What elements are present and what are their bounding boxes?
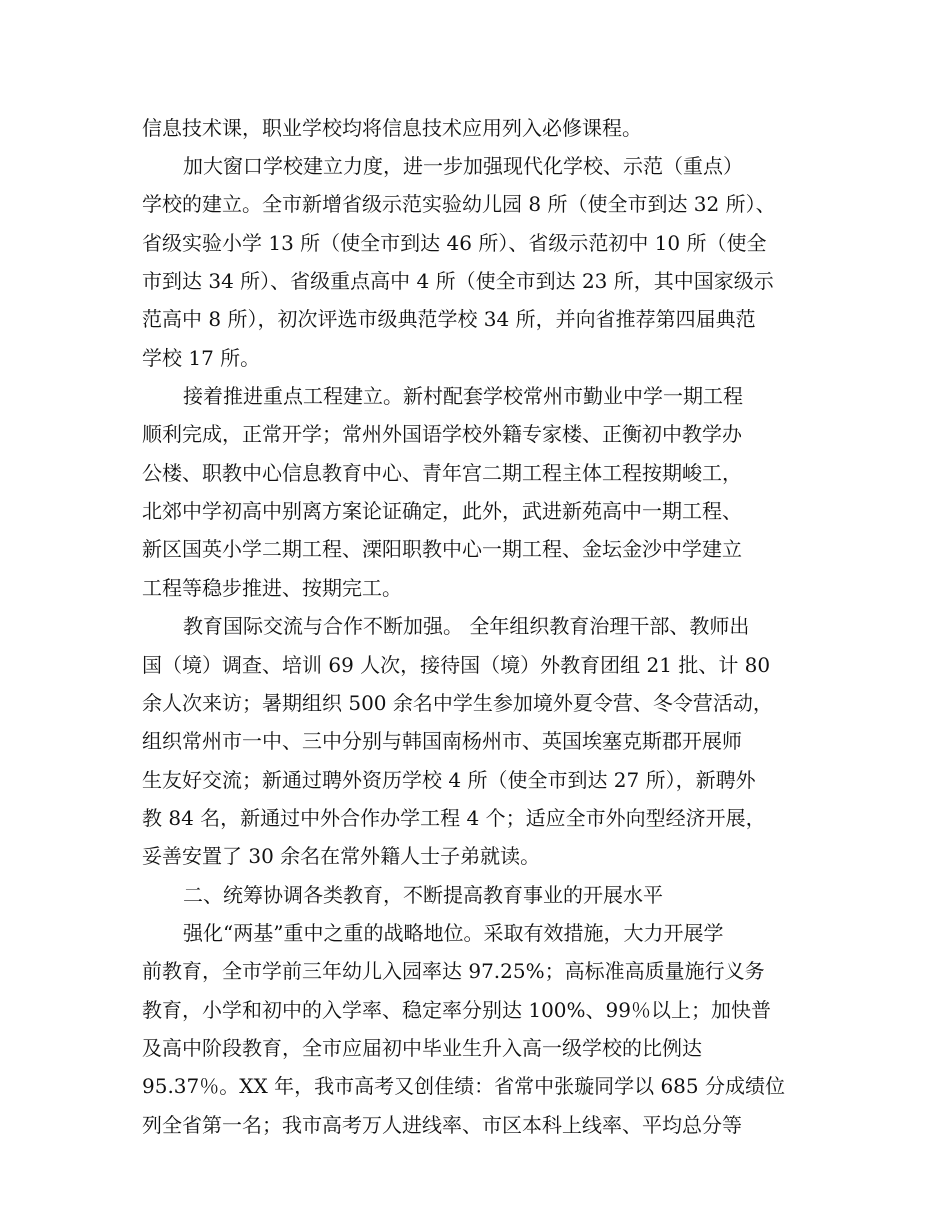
paragraph-first-line: 加大窗口学校建立力度，进一步加强现代化学校、示范（重点） (183, 154, 743, 178)
text-line: 及高中阶段教育，全市应届初中毕业生升入高一级学校的比例达 (142, 1036, 702, 1060)
section-heading: 二、统筹协调各类教育，不断提高教育事业的开展水平 (183, 883, 663, 907)
text-line: 顺利完成，正常开学；常州外国语学校外籍专家楼、正衡初中教学办 (142, 422, 742, 446)
text-line: 妥善安置了 30 余名在常外籍人士子弟就读。 (142, 844, 541, 868)
text-line: 省级实验小学 13 所（使全市到达 46 所）、省级示范初中 10 所（使全 (142, 231, 767, 255)
text-line: 工程等稳步推进、按期完工。 (142, 576, 402, 600)
text-line: 国（境）调查、培训 69 人次，接待国（境）外教育团组 21 批、计 80 (142, 653, 771, 677)
text-line: 组织常州市一中、三中分别与韩国南杨州市、英国埃塞克斯郡开展师 (142, 729, 742, 753)
text-line: 生友好交流；新通过聘外资历学校 4 所（使全市到达 27 所），新聘外 (142, 768, 756, 792)
text-line: 学校的建立。全市新增省级示范实验幼儿园 8 所（使全市到达 32 所）、 (142, 192, 776, 216)
paragraph-first-line: 接着推进重点工程建立。新村配套学校常州市勤业中学一期工程 (183, 384, 743, 408)
text-line: 市到达 34 所）、省级重点高中 4 所（使全市到达 23 所，其中国家级示 (142, 269, 774, 293)
text-line: 公楼、职教中心信息教育中心、青年宫二期工程主体工程按期峻工， (142, 461, 742, 485)
text-line: 余人次来访；暑期组织 500 余名中学生参加境外夏令营、冬令营活动， (142, 691, 773, 715)
text-line: 学校 17 所。 (142, 346, 261, 370)
text-line: 前教育，全市学前三年幼儿入园率达 97.25%；高标准高质量施行义务 (142, 959, 765, 983)
paragraph-first-line: 教育国际交流与合作不断加强。 全年组织教育治理干部、教师出 (183, 614, 750, 638)
text-line: 信息技术课，职业学校均将信息技术应用列入必修课程。 (142, 116, 642, 140)
text-line: 教 84 名，新通过中外合作办学工程 4 个；适应全市外向型经济开展， (142, 806, 766, 830)
text-line: 列全省第一名；我市高考万人进线率、市区本科上线率、平均总分等 (142, 1113, 742, 1137)
paragraph-first-line: 强化“两基”重中之重的战略地位。采取有效措施，大力开展学 (183, 921, 724, 945)
text-line: 教育，小学和初中的入学率、稳定率分别达 100%、99％以上；加快普 (142, 998, 771, 1022)
text-line: 范高中 8 所），初次评选市级典范学校 34 所，并向省推荐第四届典范 (142, 307, 756, 331)
text-line: 北郊中学初高中别离方案论证确定，此外，武进新苑高中一期工程、 (142, 499, 742, 523)
text-line: 新区国英小学二期工程、溧阳职教中心一期工程、金坛金沙中学建立 (142, 537, 742, 561)
text-line: 95.37％。XX 年，我市高考又创佳绩：省常中张璇同学以 685 分成绩位 (142, 1074, 785, 1098)
